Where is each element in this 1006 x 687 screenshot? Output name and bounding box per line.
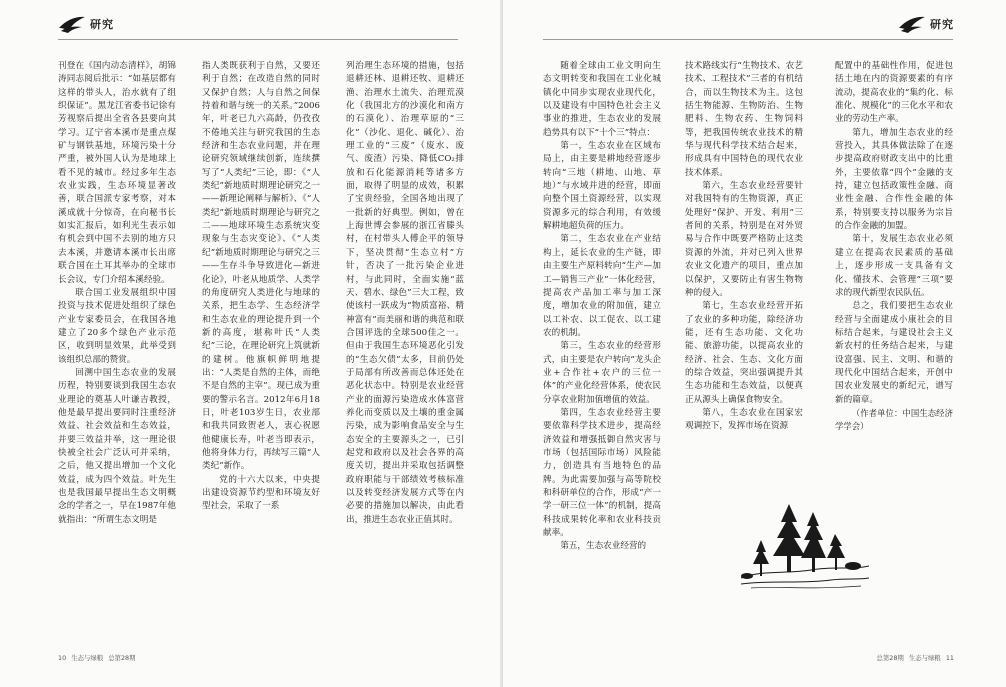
author-affiliation: （作者单位：中国生态经济学学会） (835, 407, 953, 432)
paragraph: 第一，生态农业在区域布局上，由主要是耕地经营逐步转向“三地（耕地、山地、草地）”与水域并进的经营，即面向整个国土资源经营，以实现资源多元的综合利用，有效缓解耕地超负荷的压力。 (543, 141, 661, 232)
paragraph: 刊登在《国内动态清样》，胡锦涛同志阅后批示：“如基层都有这样的带头人，治水就有了组织保证”。黑龙江省委书记徐有芳视察后提出全省各县要向其学习。辽宁省本溪市是重点煤矿与钢铁基地，环境污染十分严重，被外国人认为是地球上看不见的城市。经过多年生态农业实践，生态环境显著改善，联合国派专家考察，对本溪成就十分惊奇，在向秘书长如实汇报后，如利光生表示如有机会到中国不去别的地方只去本溪，并邀请本溪市长出席联合国在土耳其举办的全球市长会议，专门介绍本溪经验。 (58, 61, 176, 285)
paragraph: 第五，生态农业经营的 (560, 541, 647, 552)
paragraph: 党的十六大以来，中央提出建设资源节约型和环境友好型社会，采取了一系 (202, 474, 320, 512)
paragraph: 随着全球由工业文明向生态文明转变和我国在工业化城镇化中同步实现农业现代化，以及建设有中国特色社会主义事业的推进，生态农业的发展趋势具有以下“十个三”特点： (543, 61, 661, 138)
paragraph: 第二，生态农业在产业结构上，延长农业的生产链，即由主要生产原料转向“生产—加工—销售三产业”一体化经营，提高农产品加工率与加工深度，增加农业的附加值，建立以工补农、以工促农、以工建农的机制。 (543, 234, 661, 338)
paragraph: 技术路线实行“生物技术、农艺技术、工程技术”三者的有机结合，而以生物技术为主。这包括生物能源、生物防治、生物肥料、生物农药、生物饲料等，把我国传统农业技术的精华与现代科学技术结合起来，形成具有中国特色的现代农业技术体系。 (685, 61, 803, 178)
paragraph: 指人类既获利于自然，又要还利于自然；在改造自然的同时又保护自然；人与自然之间保持着和谐与统一的关系。”2006年，叶老已九六高龄，仍孜孜不倦地关注与研究我国的生态经济和生态农业问题，并在理论研究领域继续创新，连续撰写了“人类纪”三论，即：《“人类纪”新地质时期理论研究之一——新理论阐释与解析》、《“人类纪”新地质时期理论与研究之二——地球环境生态系统灾变现象与生态灾变论》、《“人类纪”新地质时期理论与研究之三——生存斗争导致进化—新进化论》，叶老从地质学、人类学的角度研究人类进化与地球的关系，把生态学、生态经济学和生态农业的理论提升到一个新的高度，堪称叶氏“人类纪”三论，在理论研究上筑就新的建树。他旗帜鲜明地提出：“人类是自然的主体，而绝不是自然的主宰”。现已成为重要的警示名言。2012年6月18日，叶老103岁生日，农业部和我共同致贺老人，衷心祝愿他健康长寿，叶老当即表示，他将身体力行，再续写三篇“人类纪”新作。 (202, 61, 320, 472)
right-column-1 (543, 60, 661, 554)
issue-number: 总第28期 (876, 654, 904, 662)
brand-swoosh-icon (58, 14, 86, 34)
paragraph: 第八，生态农业在国家宏观调控下，发挥市场在资源 (685, 407, 803, 432)
paragraph: 第四，生态农业经营主要要依靠科学技术进步，提高经济效益和增强抵御自然灾害与市场（包括国际市场）风险能力，创造具有当地特色的品牌。为此需要加强与高等院校和科研单位的合作，形成“产一学一研三位一体”的机制，提高科技成果转化率和农业科技贡献率。 (543, 407, 661, 539)
left-footer (58, 653, 136, 662)
paragraph: 第三，生态农业的经营形式，由主要是农户转向“龙头企业+合作社+农户的三位一体”的产业化经营体系，使农民分享农业附加值增值的效益。 (543, 341, 661, 405)
magazine-name: 生态与绿粮 (908, 654, 941, 662)
right-column-3 (835, 60, 953, 434)
left-column-1 (58, 60, 176, 527)
right-header (898, 14, 954, 34)
paragraph: 配置中的基础性作用，促进包括土地在内的资源要素的有序流动，提高农业的“集约化、标准化、规模化”的三化水平和农业的劳动生产率。 (835, 61, 953, 125)
left-column-2 (202, 60, 320, 514)
issue-number: 总第28期 (108, 654, 136, 662)
right-footer (877, 653, 955, 662)
left-column-3 (346, 60, 464, 527)
pine-tree-landscape-illustration (741, 500, 869, 592)
page-number: 11 (945, 654, 954, 662)
brand-swoosh-icon (898, 14, 926, 34)
paragraph: 第九，增加生态农业的经营投入，其具体做法除了在逐步提高政府财政支出中的比重外，主要依靠“四个”金融的支持，建立包括政策性金融、商业性金融、合作性金融的体系，特别要支持以服务为宗旨的合作金融的加盟。 (835, 127, 953, 232)
paragraph: 回溯中国生态农业的发展历程，特别要谈到我国生态农业理论的奠基人叶谦吉教授，他是最早提出要同时注重经济效益、社会效益和生态效益，并要三效益并举，这一理论很快被全社会广泛认可并采纳，之后，他又提出增加一个文化效益，成为四个效益。叶先生也是我国最早提出生态文明概念的学者之一，早在1987年他就指出：“所谓生态文明是 (58, 367, 176, 525)
right-column-2 (685, 60, 803, 434)
magazine-name: 生态与绿粮 (71, 654, 104, 662)
right-page (503, 0, 1006, 687)
header-rule (543, 39, 953, 40)
paragraph: 总之，我们要把生态农业经营与全面建成小康社会的目标结合起来，与建设社会主义新农村的任务结合起来，与建设富强、民主、文明、和谐的现代化中国结合起来，开创中国农业发展史的新纪元，谱写新的篇章。 (835, 301, 953, 405)
left-header (58, 14, 114, 34)
section-title: 研究 (90, 18, 114, 31)
section-title: 研究 (930, 18, 954, 31)
paragraph: 第十，发展生态农业必须建立在提高农民素质的基础上，逐步形成一支具备有文化、懂技术、会管理“三项”要求的现代新型农民队伍。 (835, 234, 953, 298)
page-number: 10 (58, 654, 67, 662)
paragraph: 列治理生态环境的措施，包括退耕还林、退耕还牧、退耕还渔、治理水土流失、治理荒漠化（我国北方的沙漠化和南方的石漠化）、治理草原的“三化”（沙化、退化、碱化）、治理工业的“三废”（废水、废气、废渣）污染、降低CO₂排放和石化能源消耗等诸多方面，取得了明显的成效，积累了宝贵经验，全国各地出现了一批新的好典型。例如，曾在上海世博会参展的浙江省滕头村，在村带头人傅企平的领导下，坚决贯彻“生态立村”方针，否决了一批污染企业进村，与此同时，全面实施“蓝天、碧水、绿色”三大工程，致使该村一跃成为“物质富裕、精神富有”而美丽和谐的典范和联合国评选的全球500佳之一。但由于我国生态环境恶化引发的“生态欠债”太多，目前仍处于局部有所改善而总体还处在恶化状态中。特别是农业经营产业的面源污染造成水体富营养化而变质以及土壤的重金属污染，成为影响食品安全与生态安全的主要源头之一，已引起党和政府以及社会各界的高度关切，提出并采取包括调整政府职能与干部绩效考核标准以及转变经济发展方式等在内必要的措施加以解决，由此看出，推进生态农业正值其时。 (346, 61, 464, 525)
header-rule (58, 39, 458, 40)
paragraph: 第六，生态农业经营要针对我国特有的生物资源，真正处理好“保护、开发、利用”三者间的关系，特别是在对外贸易与合作中既要严格防止这类资源的外流，并对已列入世界农业文化遗产的项目，重点加以保护，又要防止有害生物物种的侵入。 (685, 181, 803, 298)
paragraph: 联合国工业发展组织中国投资与技术促进处组织了绿色产业专家委员会，在我国各地建立了20多个绿色产业示范区，收到明显效果，此举受到该组织总部的赞赏。 (58, 287, 176, 365)
paragraph: 第七，生态农业经营开拓了农业的多种功能，除经济功能，还有生态功能、文化功能、旅游功能，以提高农业的经济、社会、生态、文化方面的综合效益，突出强调提升其生态功能和生态效益，以便真正从源头上确保食物安全。 (685, 301, 803, 405)
